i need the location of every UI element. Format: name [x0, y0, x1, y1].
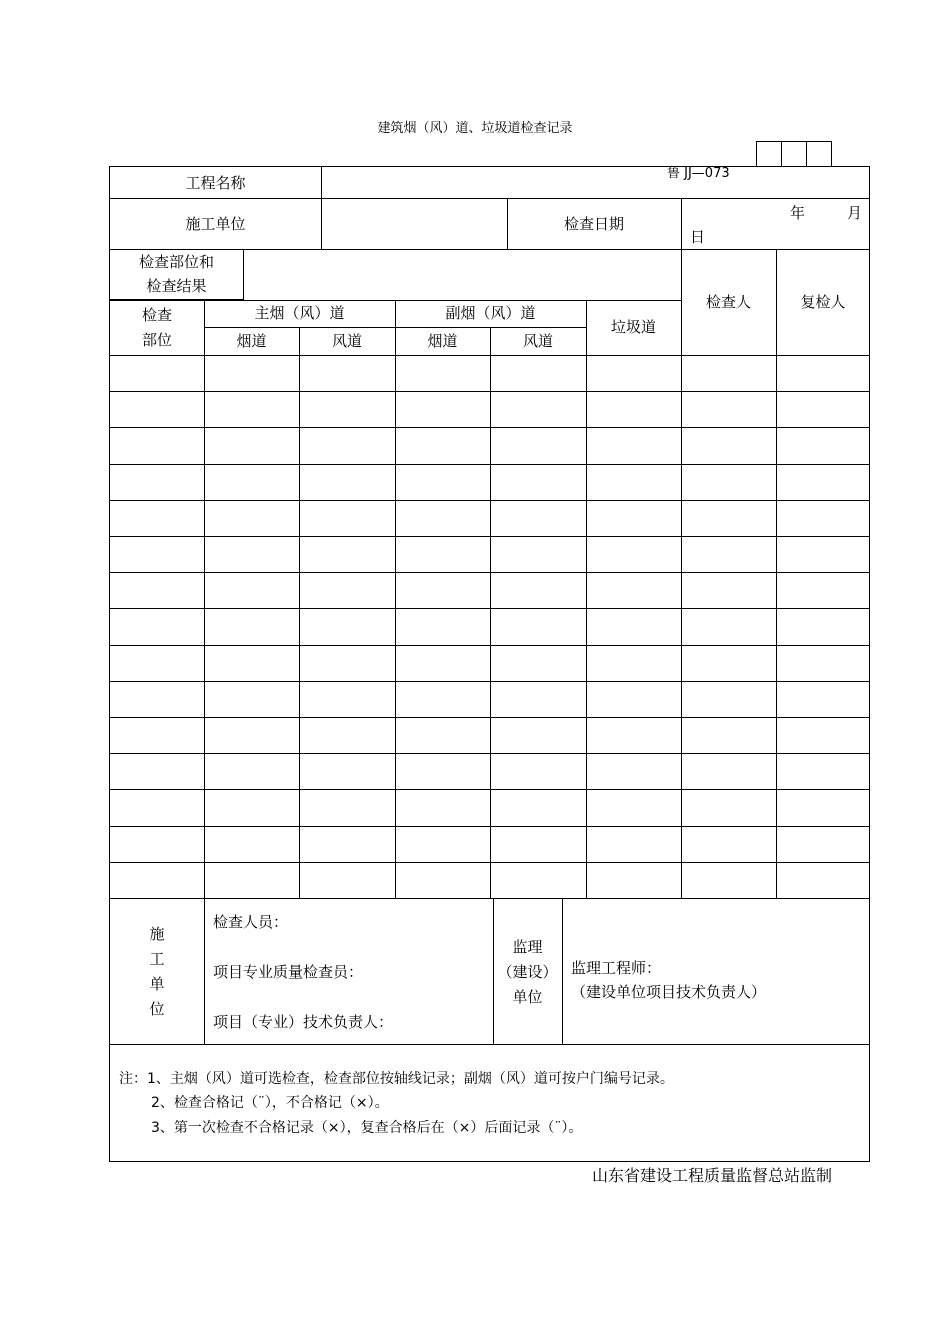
construction-unit-label: 施工单位: [185, 215, 246, 233]
sub-smoke-header: 烟道: [427, 332, 458, 350]
construction-side-char-4: 位: [149, 1000, 165, 1018]
garbage-header: 垃圾道: [610, 318, 656, 336]
construction-side-char-1: 施: [149, 925, 165, 943]
inspector-header: 检查人: [705, 293, 751, 311]
main-smoke-header: 烟道: [236, 332, 267, 350]
supervision-label-1: 监理: [512, 938, 543, 956]
tech-lead-sign-label: 项目（专业）技术负责人：: [213, 1013, 394, 1031]
construction-side-char-2: 工: [149, 950, 165, 968]
supervision-label-2: （建设）: [497, 963, 558, 981]
date-month: 月: [847, 204, 863, 222]
main-air-header: 风道: [331, 332, 362, 350]
note-2: 2、检查合格记（¨），不合格记（×）。: [151, 1095, 389, 1111]
inspector-sign-label: 检查人员：: [213, 913, 289, 931]
construction-side-char-3: 单: [149, 975, 165, 993]
sub-duct-header: 副烟（风）道: [445, 304, 536, 322]
document-title: 建筑烟（风）道、垃圾道检查记录: [377, 121, 573, 136]
note-3: 3、第一次检查不合格记录（×），复查合格后在（×）后面记录（¨）。: [151, 1120, 583, 1136]
reinspector-header: 复检人: [800, 293, 846, 311]
date-year: 年: [790, 204, 806, 222]
date-day: 日: [690, 228, 706, 246]
supervision-label-3: 单位: [512, 988, 543, 1006]
issuer-footer: 山东省建设工程质量监督总站监制: [592, 1166, 833, 1185]
inspection-form: [109, 166, 870, 1162]
sub-air-header: 风道: [522, 332, 553, 350]
main-duct-header: 主烟（风）道: [254, 304, 345, 322]
form-code: 鲁 JJ—073: [667, 166, 730, 181]
note-1: 注：1、主烟（风）道可选检查，检查部位按轴线记录；副烟（风）道可按户门编号记录。: [119, 1071, 674, 1087]
project-name-label: 工程名称: [185, 174, 246, 192]
location-header-2: 部位: [141, 331, 172, 349]
check-date-label: 检查日期: [563, 215, 624, 233]
supervision-engineer-label: 监理工程师：: [571, 959, 662, 977]
section-label-2: 检查结果: [146, 277, 207, 295]
code-boxes: [756, 141, 832, 166]
location-header-1: 检查: [141, 306, 172, 324]
owner-tech-lead-label: （建设单位项目技术负责人）: [571, 983, 767, 1001]
section-label-1: 检查部位和: [138, 253, 214, 271]
quality-inspector-sign-label: 项目专业质量检查员：: [213, 963, 364, 981]
